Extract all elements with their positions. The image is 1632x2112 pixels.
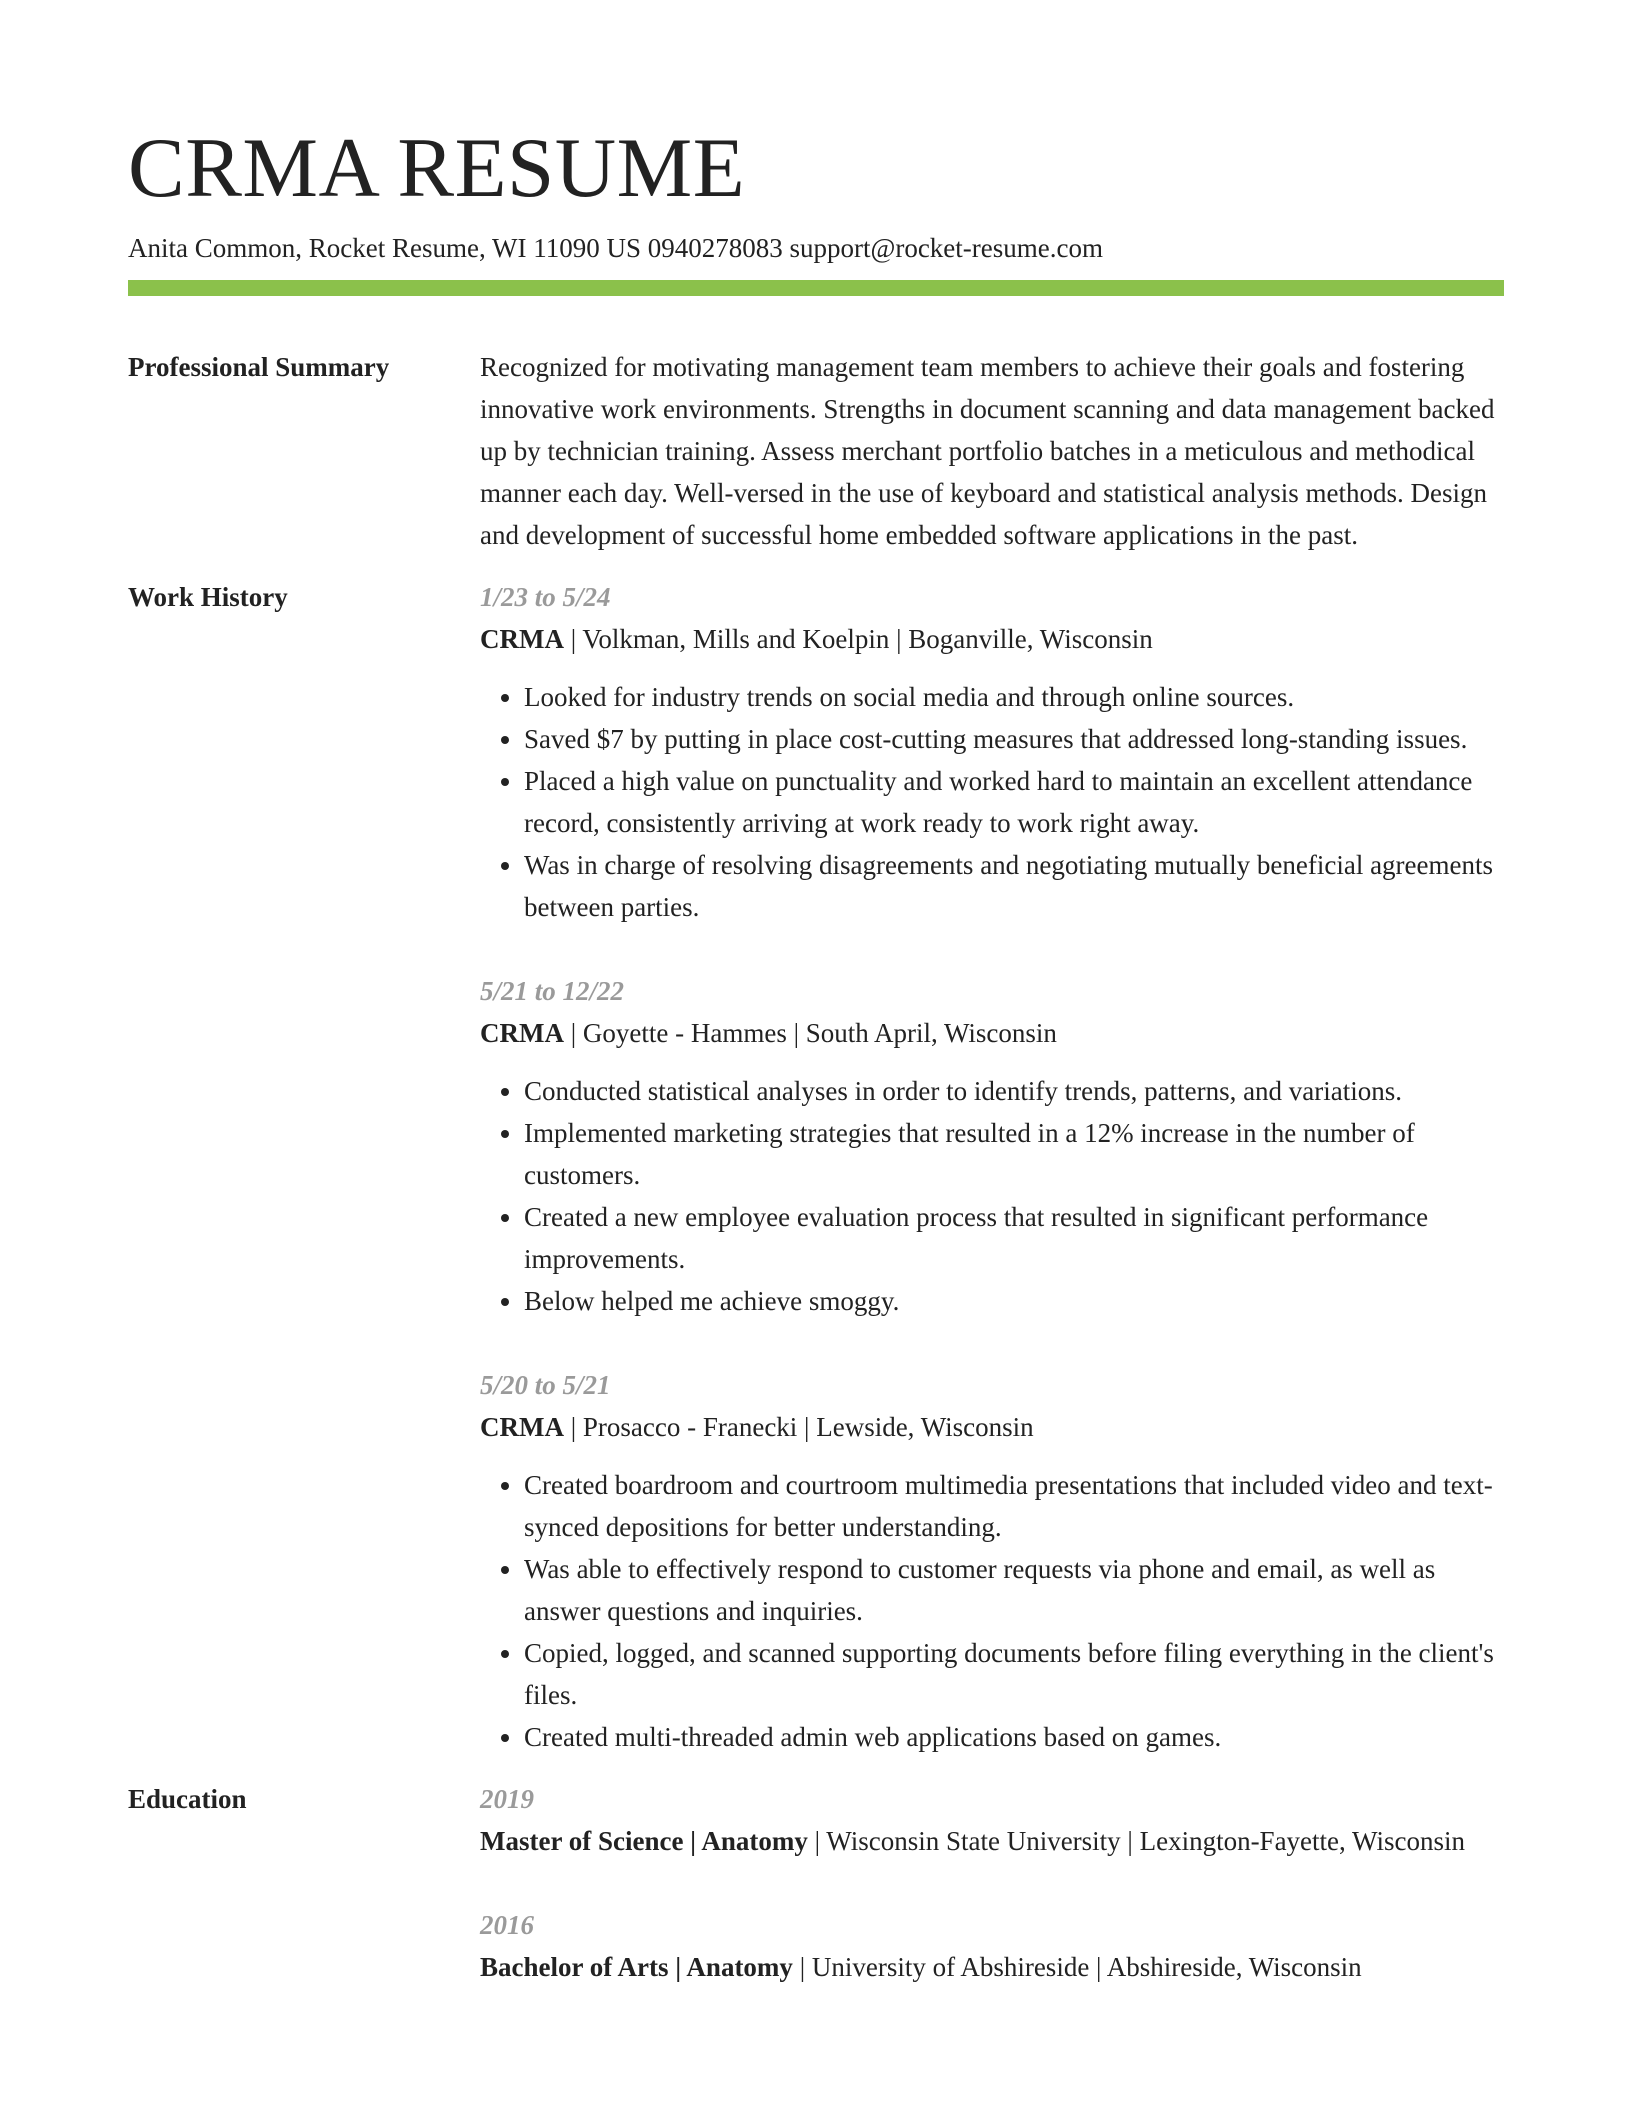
section-label-education: Education — [128, 1784, 247, 1814]
job-bullet: • Created boardroom and courtroom multimedia presentations that included video and text-synced depositions for better understanding. — [524, 1464, 1504, 1548]
job-bullet: • Was in charge of resolving disagreements and negotiating mutually beneficial agreements between parties. — [524, 844, 1504, 928]
job-title: CRMA — [480, 624, 564, 654]
job-entry — [480, 576, 1504, 928]
job-bullet: • Created multi-threaded admin web applications based on games. — [524, 1716, 1504, 1758]
job-bullets — [480, 1464, 1504, 1758]
job-dates: 5/20 to 5/21 — [480, 1370, 611, 1400]
education-line — [480, 1820, 1504, 1862]
section-label-work-history: Work History — [128, 582, 288, 612]
accent-divider — [128, 280, 1504, 296]
job-bullets — [480, 676, 1504, 928]
job-role-line — [480, 1406, 1504, 1448]
professional-summary-section — [128, 346, 1504, 556]
job-bullets — [480, 1070, 1504, 1322]
job-employer-location: | Prosacco - Franecki | Lewside, Wisconsin — [563, 1412, 1034, 1442]
job-title: CRMA — [480, 1412, 564, 1442]
job-dates: 5/21 to 12/22 — [480, 976, 625, 1006]
contact-line: Anita Common, Rocket Resume, WI 11090 US 0940278083 support@rocket-resume.com — [128, 233, 1103, 263]
job-bullet: • Was able to effectively respond to customer requests via phone and email, as well as answer questions and inquiries. — [524, 1548, 1504, 1632]
education-line — [480, 1946, 1504, 1988]
education-entry — [480, 1778, 1504, 1862]
job-bullet: • Looked for industry trends on social media and through online sources. — [524, 676, 1504, 718]
work-history-list — [480, 576, 1504, 1758]
job-bullet: • Created a new employee evaluation process that resulted in significant performance improvements. — [524, 1196, 1504, 1280]
job-entry — [480, 1364, 1504, 1758]
education-entry — [480, 1904, 1504, 1988]
education-school-location: | University of Abshireside | Abshireside, Wisconsin — [792, 1952, 1362, 1982]
education-section — [128, 1778, 1504, 2030]
education-degree: Bachelor of Arts | Anatomy — [480, 1952, 793, 1982]
work-history-section — [128, 576, 1504, 1758]
education-year: 2019 — [480, 1784, 534, 1814]
job-bullet: • Copied, logged, and scanned supporting documents before filing everything in the client's files. — [524, 1632, 1504, 1716]
job-entry — [480, 970, 1504, 1322]
job-employer-location: | Volkman, Mills and Koelpin | Boganville, Wisconsin — [563, 624, 1153, 654]
job-role-line — [480, 618, 1504, 660]
education-list — [480, 1778, 1504, 2030]
education-school-location: | Wisconsin State University | Lexington-Fayette, Wisconsin — [807, 1826, 1465, 1856]
resume-title: CRMA RESUME — [128, 121, 746, 215]
job-title: CRMA — [480, 1018, 564, 1048]
section-label-summary: Professional Summary — [128, 352, 390, 382]
job-bullet: • Conducted statistical analyses in order to identify trends, patterns, and variations. — [524, 1070, 1504, 1112]
summary-text: Recognized for motivating management team members to achieve their goals and fostering innovative work environments. Strengths in document scanning and data management backed up by technician training. Assess merchant portfolio batches in a meticulous and methodical manner each day. Well-versed in the use of keyboard and statistical analysis methods. Design and development of successful home embedded software applications in the past. — [480, 352, 1495, 550]
education-year: 2016 — [480, 1910, 534, 1940]
job-dates: 1/23 to 5/24 — [480, 582, 611, 612]
education-degree: Master of Science | Anatomy — [480, 1826, 808, 1856]
job-employer-location: | Goyette - Hammes | South April, Wisconsin — [563, 1018, 1057, 1048]
job-bullet: • Placed a high value on punctuality and worked hard to maintain an excellent attendance record, consistently arriving at work ready to work right away. — [524, 760, 1504, 844]
job-bullet: • Saved $7 by putting in place cost-cutting measures that addressed long-standing issues. — [524, 718, 1504, 760]
job-bullet: • Below helped me achieve smoggy. — [524, 1280, 1504, 1322]
job-bullet: • Implemented marketing strategies that resulted in a 12% increase in the number of customers. — [524, 1112, 1504, 1196]
job-role-line — [480, 1012, 1504, 1054]
